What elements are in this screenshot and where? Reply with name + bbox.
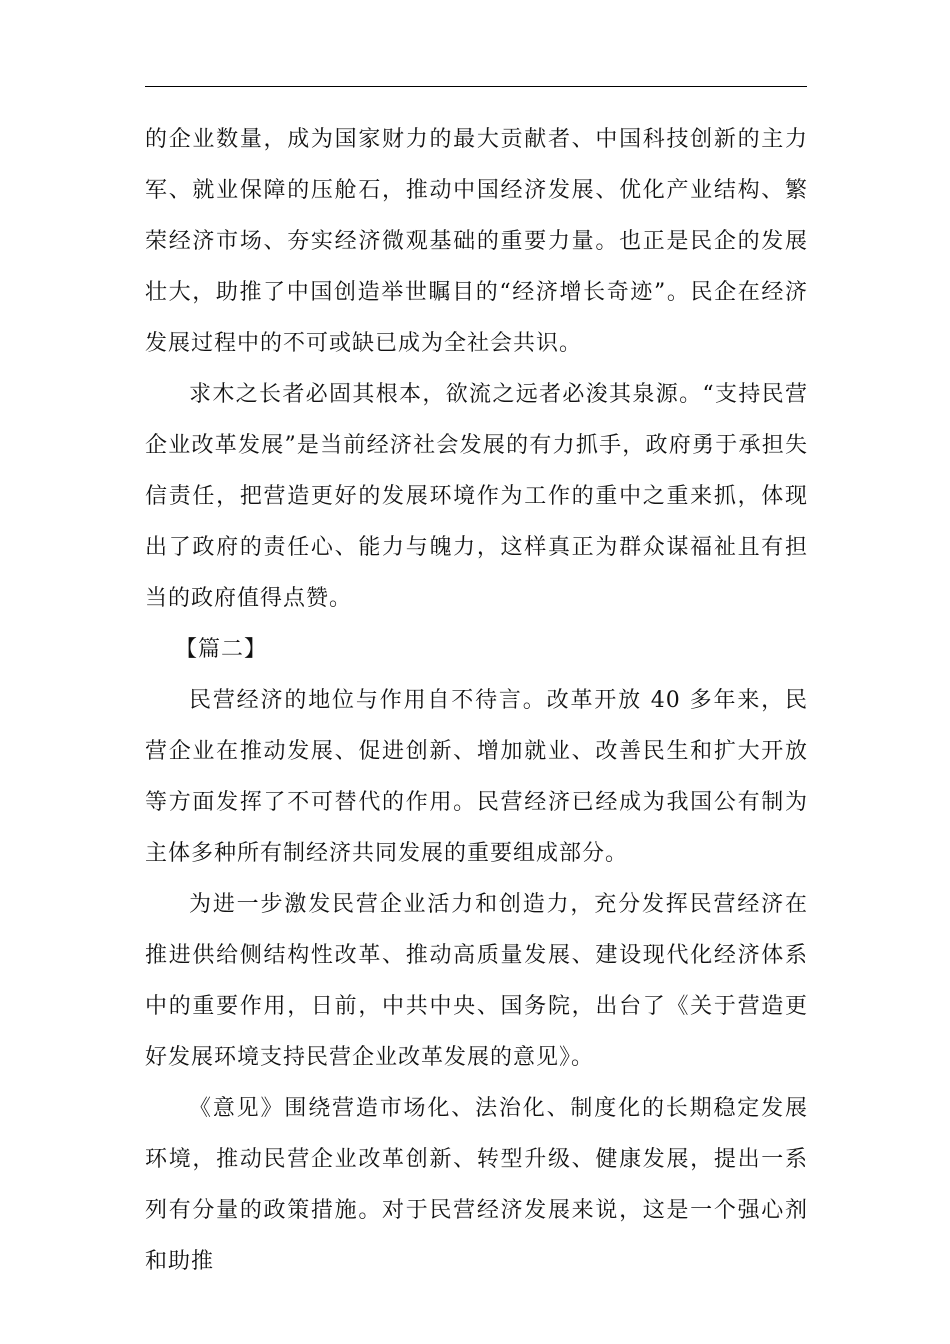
paragraph: 《意见》围绕营造市场化、法治化、制度化的长期稳定发展环境，推动民营企业改革创新、转型升级、健康发展，提出一系列有分量的政策措施。对于民营经济发展来说，这是一个强心剂和助推 — [145, 1096, 808, 1274]
paragraph: 为进一步激发民营企业活力和创造力，充分发挥民营经济在推进供给侧结构性改革、推动高质量发展、建设现代化经济体系中的重要作用，日前，中共中央、国务院，出台了《关于营造更好发展环境支持民营企业改革发展的意见》。 — [145, 892, 808, 1070]
paragraph-continuation: 的企业数量，成为国家财力的最大贡献者、中国科技创新的主力军、就业保障的压舱石，推动中国经济发展、优化产业结构、繁荣经济市场、夯实经济微观基础的重要力量。也正是民企的发展壮大，助推了中国创造举世瞩目的“经济增长奇迹”。民企在经济发展过程中的不可或缺已成为全社会共识。 — [145, 127, 808, 356]
header-rule — [145, 86, 807, 87]
paragraph: 求木之长者必固其根本，欲流之远者必浚其泉源。“支持民营企业改革发展”是当前经济社会发展的有力抓手，政府勇于承担失信责任，把营造更好的发展环境作为工作的重中之重来抓，体现出了政府的责任心、能力与魄力，这样真正为群众谋福祉且有担当的政府值得点赞。 — [145, 382, 808, 611]
paragraph: 民营经济的地位与作用自不待言。改革开放 40 多年来，民营企业在推动发展、促进创新、增加就业、改善民生和扩大开放等方面发挥了不可替代的作用。民营经济已经成为我国公有制为主体多种所有制经济共同发展的重要组成部分。 — [145, 688, 808, 866]
section-heading: 【篇二】 — [175, 637, 268, 662]
document-body — [145, 114, 808, 1287]
